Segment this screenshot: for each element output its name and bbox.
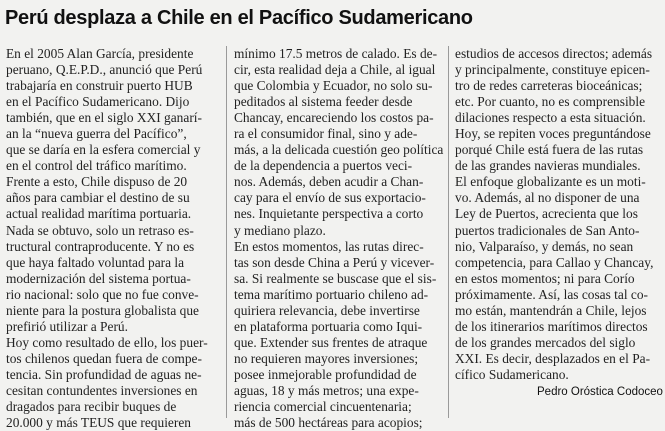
text-line: no requieren mayores inversiones;: [234, 350, 419, 366]
text-line: 20.000 y más TEUS que requieren: [6, 415, 191, 431]
text-line: tro de redes carreteras bioceánicas;: [455, 78, 643, 94]
text-line: en el control del tráfico marítimo.: [6, 158, 187, 174]
text-line: en estos momentos; ni para Corío: [455, 270, 635, 286]
text-line: etc. Por cuanto, no es comprensible: [455, 94, 646, 110]
text-line: que se daría en la esfera comercial y: [6, 142, 201, 158]
text-line: vo. Además, al no disponer de una: [455, 190, 640, 206]
column-divider: [226, 46, 227, 418]
author-byline: Pedro Oróstica Codoceo: [537, 386, 663, 398]
text-line: Frente a esto, Chile dispuso de 20: [6, 174, 188, 190]
text-line: tencia. Sin profundidad de aguas ne-: [6, 366, 202, 382]
text-line: puertos tradicionales de San Anto-: [455, 222, 640, 238]
text-line: Nada se obtuvo, solo un retraso es-: [6, 222, 194, 238]
text-line: también, que en el siglo XXI ganarí-: [6, 110, 202, 126]
text-line: ra el consumidor final, sino y ade-: [234, 126, 418, 142]
text-line: competencia, para Callao y Chancay,: [455, 254, 654, 270]
text-line: trabajaría en construir puerto HUB: [6, 78, 193, 94]
text-line: y mediano plazo.: [234, 222, 326, 238]
text-line: que. Extender sus frentes de atraque: [234, 334, 428, 350]
article-headline: Perú desplaza a Chile en el Pacífico Sudamericano: [5, 7, 473, 29]
text-line: posee inmejorable profundidad de: [234, 366, 417, 382]
text-line: mínimo 17.5 metros de calado. Es de-: [234, 46, 438, 61]
text-line: an la “nueva guerra del Pacífico”,: [6, 126, 187, 142]
text-line: tructural contraproducente. Y no es: [6, 238, 195, 254]
text-line: de la dependencia a puertos veci-: [234, 158, 413, 174]
text-line: nos. Además, deben acudir a Chan-: [234, 174, 424, 190]
text-line: quiriera relevancia, debe invertirse: [234, 302, 420, 318]
text-line: En el 2005 Alan García, presidente: [6, 46, 194, 61]
text-line: próximamente. Así, las cosas tal co-: [455, 286, 648, 302]
text-line: en el Pacífico Sudamericano. Dijo: [6, 94, 190, 110]
text-line: cir, esta realidad deja a Chile, al igual: [234, 62, 436, 78]
text-line: cífico Sudamericano.: [455, 366, 569, 382]
text-line: En estos momentos, las rutas direc-: [234, 238, 424, 254]
text-line: estudios de accesos directos; además: [455, 46, 653, 61]
text-line: sa. Si realmente se buscase que el sis-: [234, 270, 437, 286]
text-line: prefirió utilizar a Perú.: [6, 318, 128, 334]
text-line: Chancay, encareciendo los costos pa-: [234, 110, 434, 126]
text-line: rio nacional: solo que no fue conve-: [6, 286, 199, 302]
text-line: que haya faltado voluntad para la: [6, 254, 185, 270]
text-line: tas son desde China a Perú y vicever-: [234, 254, 435, 270]
text-line: Ley de Puertos, acrecienta que los: [455, 206, 638, 222]
text-line: porqué Chile está fuera de las rutas: [455, 142, 644, 158]
text-line: de los itinerarios marítimos directos: [455, 318, 648, 334]
text-line: y principalmente, constituye epicen-: [455, 62, 650, 78]
text-line: modernización del sistema portua-: [6, 270, 191, 286]
text-line: de los grandes mercados del siglo: [455, 334, 636, 350]
text-line: de las grandes navieras mundiales.: [455, 158, 641, 174]
article-column-1: [6, 46, 216, 431]
text-line: peruano, Q.E.P.D., anunció que Perú: [6, 62, 203, 78]
text-line: Hoy como resultado de ello, los puer-: [6, 334, 208, 350]
text-line: mo están, mantendrán a Chile, lejos: [455, 302, 647, 318]
text-line: Hoy, se repiten voces preguntándose: [455, 126, 651, 142]
text-line: actual realidad marítima portuaria.: [6, 206, 192, 222]
text-line: niente para la postura globalista que: [6, 302, 199, 318]
text-line: años para cambiar el destino de su: [6, 190, 190, 206]
article-column-3: [455, 46, 661, 383]
text-line: nio, Valparaíso, y demás, no sean: [455, 238, 634, 254]
column-divider: [448, 46, 449, 418]
text-line: cay para el envío de sus exportacio-: [234, 190, 426, 206]
text-line: tos chilenos quedan fuera de compe-: [6, 350, 202, 366]
text-line: cesitan contundentes inversiones en: [6, 382, 198, 398]
text-line: que Colombia y Ecuador, no solo su-: [234, 78, 433, 94]
text-line: más, a la delicada cuestión geo política: [234, 142, 444, 158]
text-line: El enfoque globalizante es un moti-: [455, 174, 646, 190]
text-line: nes. Inquietante perspectiva a corto: [234, 206, 424, 222]
text-line: dragados para recibir buques de: [6, 399, 177, 415]
text-line: más de 500 hectáreas para acopios;: [234, 415, 423, 431]
text-line: aguas, 18 y más metros; una expe-: [234, 382, 419, 398]
text-line: riencia comercial cincuentenaria;: [234, 399, 412, 415]
text-line: XXI. Es decir, desplazados en el Pa-: [455, 350, 651, 366]
text-line: peditados al sistema feeder desde: [234, 94, 413, 110]
article-column-2: [234, 46, 446, 431]
text-line: dilaciones respecto a esta situación.: [455, 110, 646, 126]
text-line: en plataforma portuaria como Iqui-: [234, 318, 423, 334]
text-line: tema marítimo portuario chileno ad-: [234, 286, 429, 302]
